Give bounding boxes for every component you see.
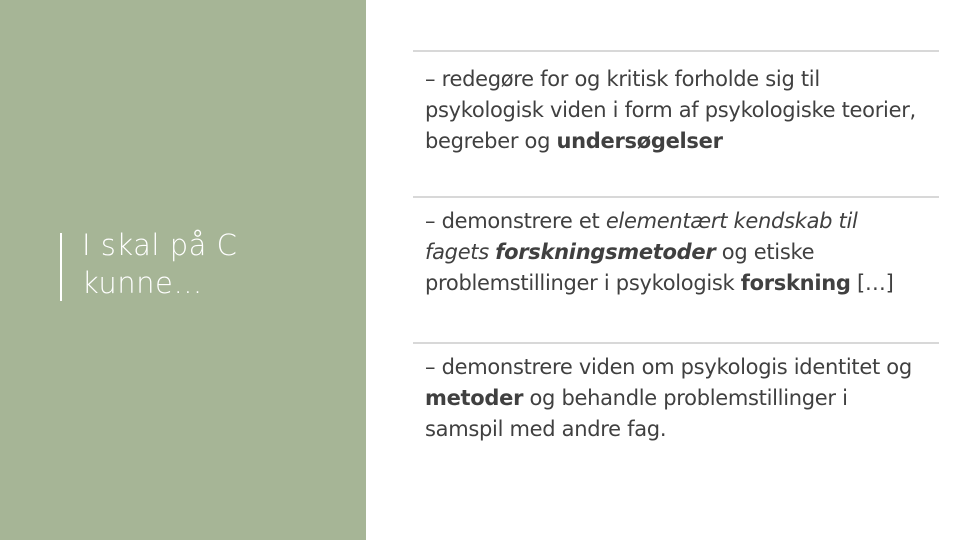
list-item <box>413 196 939 342</box>
list-item <box>413 342 939 445</box>
item-3-text-b: og behandle problemstillinger i samspil med andre fag. <box>425 386 848 441</box>
item-2-bold: forskning <box>740 271 851 295</box>
item-3-bold: metoder <box>425 386 524 410</box>
item-2-bold-italic: forskningsmetoder <box>495 240 716 264</box>
slide-title <box>82 226 352 302</box>
title-accent-bar <box>60 233 62 301</box>
item-1-text: – redegøre for og kritisk forholde sig til psykologisk viden i form af psykologiske teorier, begreber og <box>425 67 916 153</box>
item-2-text-b: og etiske problemstillinger i psykologisk <box>425 240 815 295</box>
title-line-2: kunne… <box>82 266 203 300</box>
list-item <box>413 50 939 196</box>
title-line-1: I skal på C <box>82 228 238 262</box>
item-2-italic: elementært kendskab til fagets <box>425 209 858 264</box>
list-item-text <box>425 64 927 157</box>
item-1-bold: undersøgelser <box>556 129 723 153</box>
item-2-text-a: – demonstrere et <box>425 209 606 233</box>
list-item-text <box>425 352 927 445</box>
item-2-text-c: […] <box>850 271 894 295</box>
content-list <box>413 50 939 445</box>
item-3-text-a: – demonstrere viden om psykologis identitet og <box>425 355 912 379</box>
list-item-text <box>425 206 927 299</box>
